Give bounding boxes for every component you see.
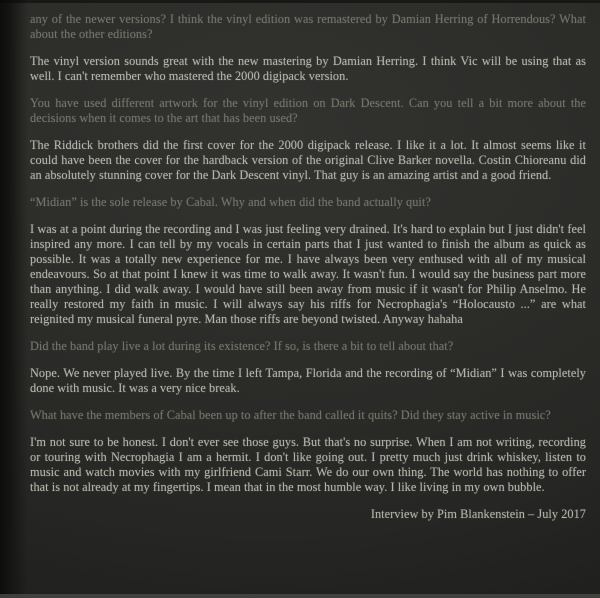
answer-paragraph: The vinyl version sounds great with the new mastering by Damian Herring. I think Vic will be using that as well. I can't remember who mastered the 2000 digipack version.	[30, 54, 586, 83]
interview-text-column	[30, 12, 586, 522]
interview-credit: Interview by Pim Blankenstein – July 2017	[370, 507, 586, 521]
question-paragraph: What have the members of Cabal been up to after the band called it quits? Did they stay active in music?	[30, 408, 551, 422]
question-paragraph: Did the band play live a lot during its existence? If so, is there a bit to tell about that?	[30, 339, 454, 353]
scan-top-edge	[0, 0, 600, 3]
answer-paragraph: I was at a point during the recording and I was just feeling very drained. It's hard to explain but I just didn't feel inspired any more. I can tell by my vocals in certain parts that I just wanted to finish the album as quick as possible. It was a totally new experience for me. I have always been very enthused with all of my musical endeavours. So at that point I knew it was time to walk away. It wasn't fun. I would say the business part more than anything. I did walk away. I would have still been away from music if it wasn't for Philip Anselmo. He really restored my faith in music. I will always say his riffs for Necrophagia's “Holocausto ...” are what reignited my musical funeral pyre. Man those riffs are beyond twisted. Anyway hahaha	[30, 222, 586, 326]
answer-paragraph: I'm not sure to be honest. I don't ever see those guys. But that's no surprise. When I am not writing, recording or touring with Necrophagia I am a hermit. I don't like going out. I pretty much just drink whiskey, listen to music and watch movies with my girlfriend Cami Starr. We do our own thing. The world has nothing to offer that is not already at my fingertips. I mean that in the most humble way. I like living in my own bubble.	[30, 435, 586, 494]
answer-paragraph: Nope. We never played live. By the time I left Tampa, Florida and the recording of “Midian” I was completely done with music. It was a very nice break.	[30, 366, 586, 395]
question-paragraph: “Midian” is the sole release by Cabal. Why and when did the band actually quit?	[30, 195, 431, 209]
question-paragraph: any of the newer versions? I think the vinyl edition was remastered by Damian Herring of Horrendous? What about the other editions?	[30, 12, 586, 41]
spine-shadow	[0, 0, 28, 598]
question-paragraph: You have used different artwork for the vinyl edition on Dark Descent. Can you tell a bit more about the decisions when it comes to the art that has been used?	[30, 96, 586, 125]
answer-paragraph: The Riddick brothers did the first cover for the 2000 digipack release. I like it a lot. It almost seems like it could have been the cover for the hardback version of the original Clive Barker novella. Costin Chioreanu did an absolutely stunning cover for the Dark Descent vinyl. That guy is an amazing artist and a good friend.	[30, 138, 586, 182]
scan-bottom-edge	[0, 594, 600, 598]
